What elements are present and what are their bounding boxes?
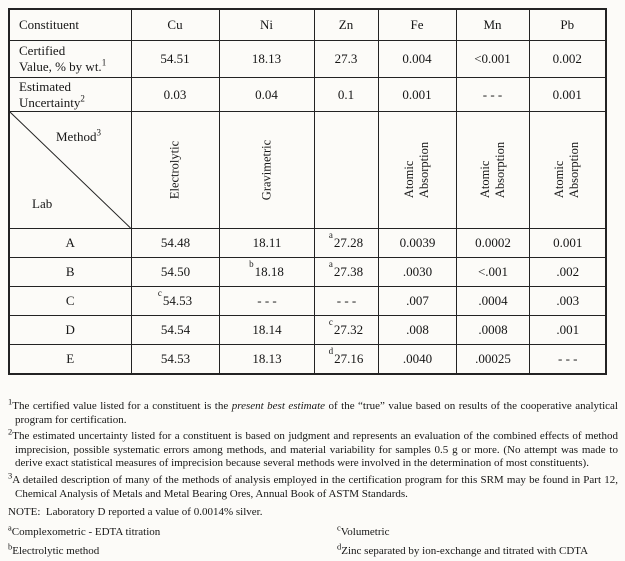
lab-a-fe: 0.0039	[378, 229, 456, 258]
certified-label-line2: Value, % by wt.$^1$	[19, 57, 107, 74]
lab-row-a	[9, 229, 606, 258]
lab-b-pb: .002	[529, 258, 606, 287]
method-fe	[378, 112, 456, 229]
method-ni-rotated-label: Gravimetric	[259, 139, 273, 201]
method-mn	[456, 112, 529, 229]
lab-name: A	[9, 229, 131, 258]
lab-row-b	[9, 258, 606, 287]
uncertainty-row	[9, 78, 606, 112]
certified-value-row	[9, 41, 606, 78]
lettered-footnotes-right-column	[337, 523, 618, 561]
lab-c-ni: - - -	[219, 287, 314, 316]
method-fe-rotated-label: Atomic Absorption	[402, 141, 431, 199]
certified-mn: <0.001	[456, 41, 529, 78]
footnotes-section	[8, 396, 618, 561]
lab-a-pb: 0.001	[529, 229, 606, 258]
method-row	[9, 112, 606, 229]
footnote-a: $^a$Complexometric - EDTA titration	[8, 522, 161, 538]
footnote-1-italic-phrase: present best estimate	[231, 400, 326, 412]
footnote-b: $^b$Electrolytic method	[8, 541, 100, 557]
certified-zn: 27.3	[314, 41, 378, 78]
lettered-footnotes-left-column	[8, 523, 337, 561]
lab-d-ni: 18.14	[219, 316, 314, 345]
uncertainty-cu: 0.03	[131, 78, 219, 112]
method-cu	[131, 112, 219, 229]
lab-e-cu: 54.53	[131, 345, 219, 375]
method-ni	[219, 112, 314, 229]
lab-d-cu: 54.54	[131, 316, 219, 345]
footnote-d: $^d$Zinc separated by ion-exchange and titrated with CDTA	[337, 541, 589, 557]
lab-name: E	[9, 345, 131, 375]
method-pb	[529, 112, 606, 229]
uncertainty-mn: - - -	[456, 78, 529, 112]
method-lab-corner-cell	[9, 112, 131, 229]
lab-name: D	[9, 316, 131, 345]
lab-a-cu: 54.48	[131, 229, 219, 258]
uncertainty-label-line1: Estimated	[19, 78, 71, 94]
uncertainty-pb: 0.001	[529, 78, 606, 112]
note-silver: NOTE: Laboratory D reported a value of 0.0014% silver.	[8, 506, 263, 519]
lab-a-ni: 18.11	[219, 229, 314, 258]
method-pb-rotated-label: Atomic Absorption	[552, 141, 582, 199]
lab-a-zn: $^a$27.28	[314, 229, 378, 258]
column-header-mn: Mn	[456, 9, 529, 41]
footnote-1-number: 1	[8, 396, 13, 407]
lab-d-zn: $^c$27.32	[314, 316, 378, 345]
uncertainty-fe: 0.001	[378, 78, 456, 112]
lab-c-fe: .007	[378, 287, 456, 316]
lab-e-zn: $^d$27.16	[314, 345, 378, 375]
lab-b-cu: 54.50	[131, 258, 219, 287]
footnote-marker-1: 1	[101, 57, 107, 68]
footnote-marker-2: 2	[80, 93, 85, 104]
lab-row-e	[9, 345, 606, 375]
lab-row-d	[9, 316, 606, 345]
header-row	[9, 9, 606, 41]
lab-e-pb: - - -	[529, 345, 606, 375]
lab-c-pb: .003	[529, 287, 606, 316]
lab-b-ni: $^b$18.18	[219, 258, 314, 287]
lab-name: C	[9, 287, 131, 316]
uncertainty-ni: 0.04	[219, 78, 314, 112]
constituent-header: Constituent	[9, 9, 131, 41]
lab-label: Lab	[32, 196, 53, 211]
lab-b-fe: .0030	[378, 258, 456, 287]
certified-ni: 18.13	[219, 41, 314, 78]
lab-e-ni: 18.13	[219, 345, 314, 375]
lab-d-mn: .0008	[456, 316, 529, 345]
lettered-footnotes	[8, 523, 618, 561]
footnote-3: $^3$A detailed description of many of the methods of analysis employed in the certification program for this SRM may be found in Part 12, Chemical Analysis of Metals and Metal Bearing Ores, Annual Book of ASTM Standards.	[8, 470, 618, 500]
method-mn-rotated-label: Atomic Absorption	[477, 141, 507, 199]
certified-value-label	[9, 41, 131, 78]
lab-d-pb: .001	[529, 316, 606, 345]
column-header-zn: Zn	[314, 9, 378, 41]
srm-analysis-table	[8, 8, 607, 375]
footnote-1: $^1$The certified value listed for a constituent is the present best estimate of the “true” value based on results of the cooperative analytical program for certification.	[8, 396, 618, 426]
lab-c-cu: $^c$54.53	[131, 287, 219, 316]
footnote-marker-3: 3	[96, 127, 101, 138]
lab-e-fe: .0040	[378, 345, 456, 375]
footnote-c: $^c$Volumetric	[337, 522, 390, 538]
certified-label-line1: Certified	[19, 43, 66, 58]
footnote-3-number: 3	[8, 470, 13, 481]
column-header-cu: Cu	[131, 9, 219, 41]
lab-e-mn: .00025	[456, 345, 529, 375]
footnote-2: $^2$The estimated uncertainty listed for a constituent is based on judgment and represents an evaluation of the combined effects of method imprecision, possible systematic errors among methods, and material variability for samples 0.5 g or more. (No attempt was made to derive exact statistical measures of imprecision because several methods were involved in the determination of most constituents).	[8, 426, 618, 470]
lab-c-mn: .0004	[456, 287, 529, 316]
lab-b-mn: <.001	[456, 258, 529, 287]
method-label: Method$^3$	[56, 127, 101, 144]
certified-cu: 54.51	[131, 41, 219, 78]
lab-a-mn: 0.0002	[456, 229, 529, 258]
column-header-pb: Pb	[529, 9, 606, 41]
lab-d-fe: .008	[378, 316, 456, 345]
footnote-2-number: 2	[8, 426, 13, 437]
method-cu-rotated-label: Electrolytic	[167, 140, 182, 200]
certified-pb: 0.002	[529, 41, 606, 78]
lab-b-zn: $^a$27.38	[314, 258, 378, 287]
uncertainty-label-line2: Uncertainty$^2$	[19, 93, 85, 110]
lab-c-zn: - - -	[314, 287, 378, 316]
lab-row-c	[9, 287, 606, 316]
certified-fe: 0.004	[378, 41, 456, 78]
column-header-ni: Ni	[219, 9, 314, 41]
column-header-fe: Fe	[378, 9, 456, 41]
lab-name: B	[9, 258, 131, 287]
uncertainty-zn: 0.1	[314, 78, 378, 112]
method-zn	[314, 112, 378, 229]
uncertainty-label	[9, 78, 131, 112]
